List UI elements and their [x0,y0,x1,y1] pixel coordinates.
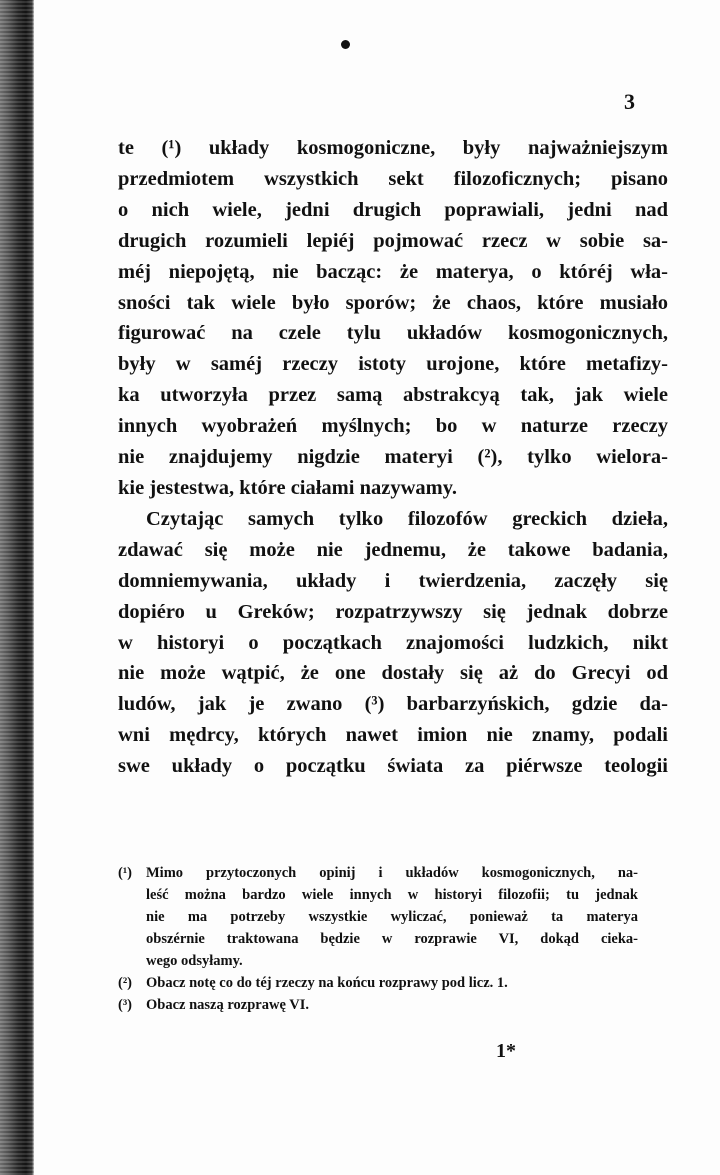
text-line: przedmiotem wszystkich sekt filozoficznych; pisano [118,167,668,190]
footnote-line: wego odsyłamy. [146,953,243,969]
footnotes [118,862,638,1016]
paragraph-start-line: Czytając samych tylko filozofów greckich dzieła, [146,507,668,530]
binding-texture [0,0,34,1175]
footnote-3 [118,994,638,1016]
footnote-line: nie ma potrzeby wszystkie wyliczać, ponieważ ta materya [146,909,638,925]
text-line: zdawać się może nie jednemu, że takowe badania, [118,538,668,561]
text-line: nie znajdujemy nigdzie materyi (²), tylko wielora- [118,446,668,469]
text-line: wni mędrcy, których nawet imion nie znamy, podali [118,724,668,747]
text-line: sności tak wiele było sporów; że chaos, które musiało [118,291,668,314]
footnote-marker: (¹) [118,865,133,881]
text-line: domniemywania, układy i twierdzenia, zaczęły się [118,569,668,592]
footnote-1 [118,862,638,972]
text-line: méj niepojętą, nie bacząc: że materya, o któréj wła- [118,260,668,283]
page-number: 3 [624,89,635,114]
footnote-line: Obacz notę co do téj rzeczy na końcu rozprawy pod licz. 1. [146,975,508,991]
footnote-line: leść można bardzo wiele innych w historyi filozofii; tu jednak [146,887,638,903]
print-dot-mark [341,40,350,49]
footnote-line: Mimo przytoczonych opinij i układów kosmogonicznych, na- [146,865,638,881]
footnote-marker: (³) [118,997,133,1013]
text-line: ludów, jak je zwano (³) barbarzyńskich, gdzie da- [118,693,668,716]
text-line: o nich wiele, jedni drugich poprawiali, jedni nad [118,198,668,221]
text-line: dopiéro u Greków; rozpatrzywszy się jednak dobrze [118,600,668,623]
text-line: ka utworzyła przez samą abstrakcyą tak, jak wiele [118,384,668,407]
text-line: swe układy o początku świata za piérwsze teologii [118,755,668,778]
main-text [118,133,668,782]
text-line: te (¹) układy kosmogoniczne, były najważniejszym [118,137,668,159]
text-line: innych wyobrażeń myślnych; bo w naturze rzeczy [118,415,668,438]
text-line: drugich rozumieli lepiéj pojmować rzecz w sobie sa- [118,229,668,252]
footnote-marker: (²) [118,975,133,991]
printer-signature-mark: 1* [496,1040,516,1062]
footnote-line: Obacz naszą rozprawę VI. [146,997,309,1013]
text-line: figurować na czele tylu układów kosmogonicznych, [118,322,668,345]
footnote-line: obszérnie traktowana będzie w rozprawie VI, dokąd cieka- [146,931,638,947]
footnote-2 [118,972,638,994]
text-line: kie jestestwa, które ciałami nazywamy. [118,476,457,499]
text-line: w historyi o początkach znajomości ludzkich, nikt [118,631,668,654]
text-line: były w saméj rzeczy istoty urojone, które metafizy- [118,353,668,376]
text-line: nie może wątpić, że one dostały się aż do Grecyi od [118,662,668,685]
